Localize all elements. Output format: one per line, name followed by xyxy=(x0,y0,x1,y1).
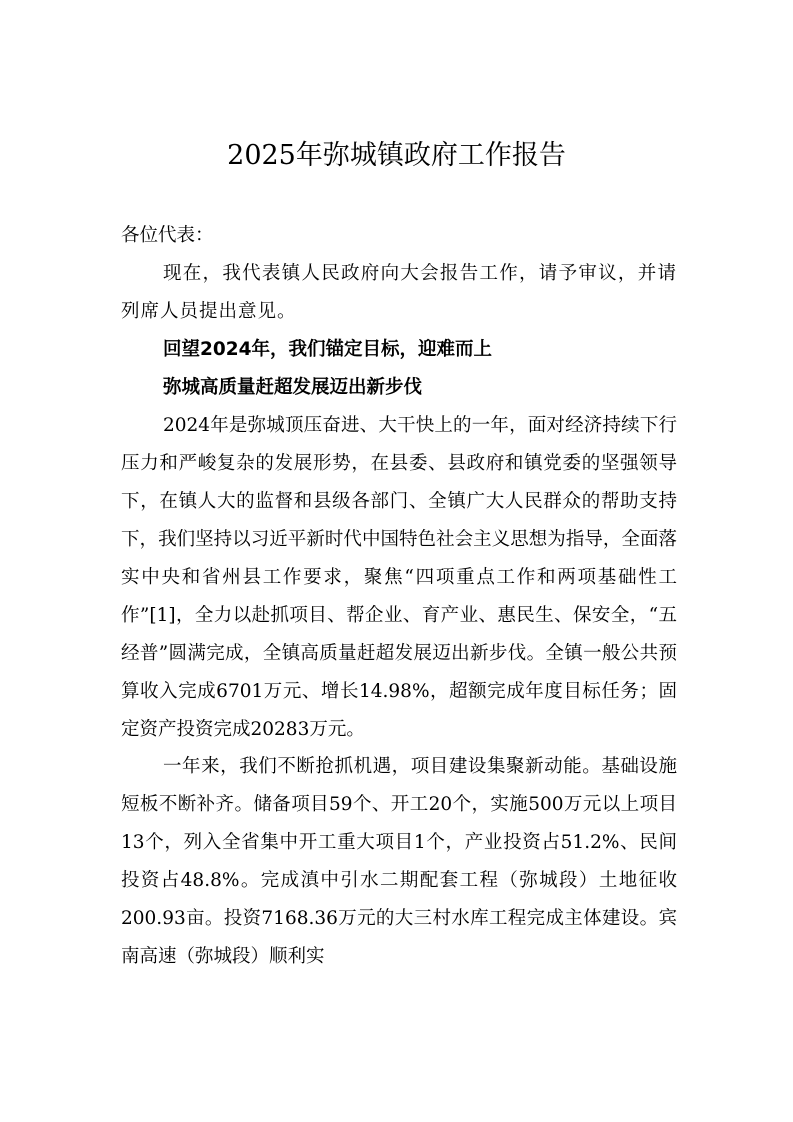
salutation: 各位代表： xyxy=(121,225,214,246)
section-heading-line2: 弥城高质量赶超发展迈出新步伐 xyxy=(163,377,423,398)
body-paragraph-2: 一年来，我们不断抢抓机遇，项目建设集聚新动能。基础设施短板不断补齐。储备项目59个、开工20个，实施500万元以上项目13个，列入全省集中开工重大项目1个，产业投资占51.2%、民间投资占48.8%。完成滇中引水二期配套工程（弥城段）土地征收200.93亩。投资7168.36万元的大三村水库工程完成主体建设。宾南高速（弥城段）顺利实 xyxy=(121,756,677,967)
section-heading-line1: 回望2024年，我们锚定目标，迎难而上 xyxy=(163,339,492,360)
body-paragraph-1: 2024年是弥城顶压奋进、大干快上的一年，面对经济持续下行压力和严峻复杂的发展形势，在县委、县政府和镇党委的坚强领导下，在镇人大的监督和县级各部门、全镇广大人民群众的帮助支持下，我们坚持以习近平新时代中国特色社会主义思想为指导，全面落实中央和省州县工作要求，聚焦“四项重点工作和两项基础性工作”[1]，全力以赴抓项目、帮企业、育产业、惠民生、保安全，“五经普”圆满完成，全镇高质量赶超发展迈出新步伐。全镇一般公共预算收入完成6701万元、增长14.98%，超额完成年度目标任务；固定资产投资完成20283万元。 xyxy=(121,415,677,740)
intro-paragraph: 现在，我代表镇人民政府向大会报告工作，请予审议，并请列席人员提出意见。 xyxy=(121,263,677,322)
report-title: 2025年弥城镇政府工作报告 xyxy=(227,140,566,171)
